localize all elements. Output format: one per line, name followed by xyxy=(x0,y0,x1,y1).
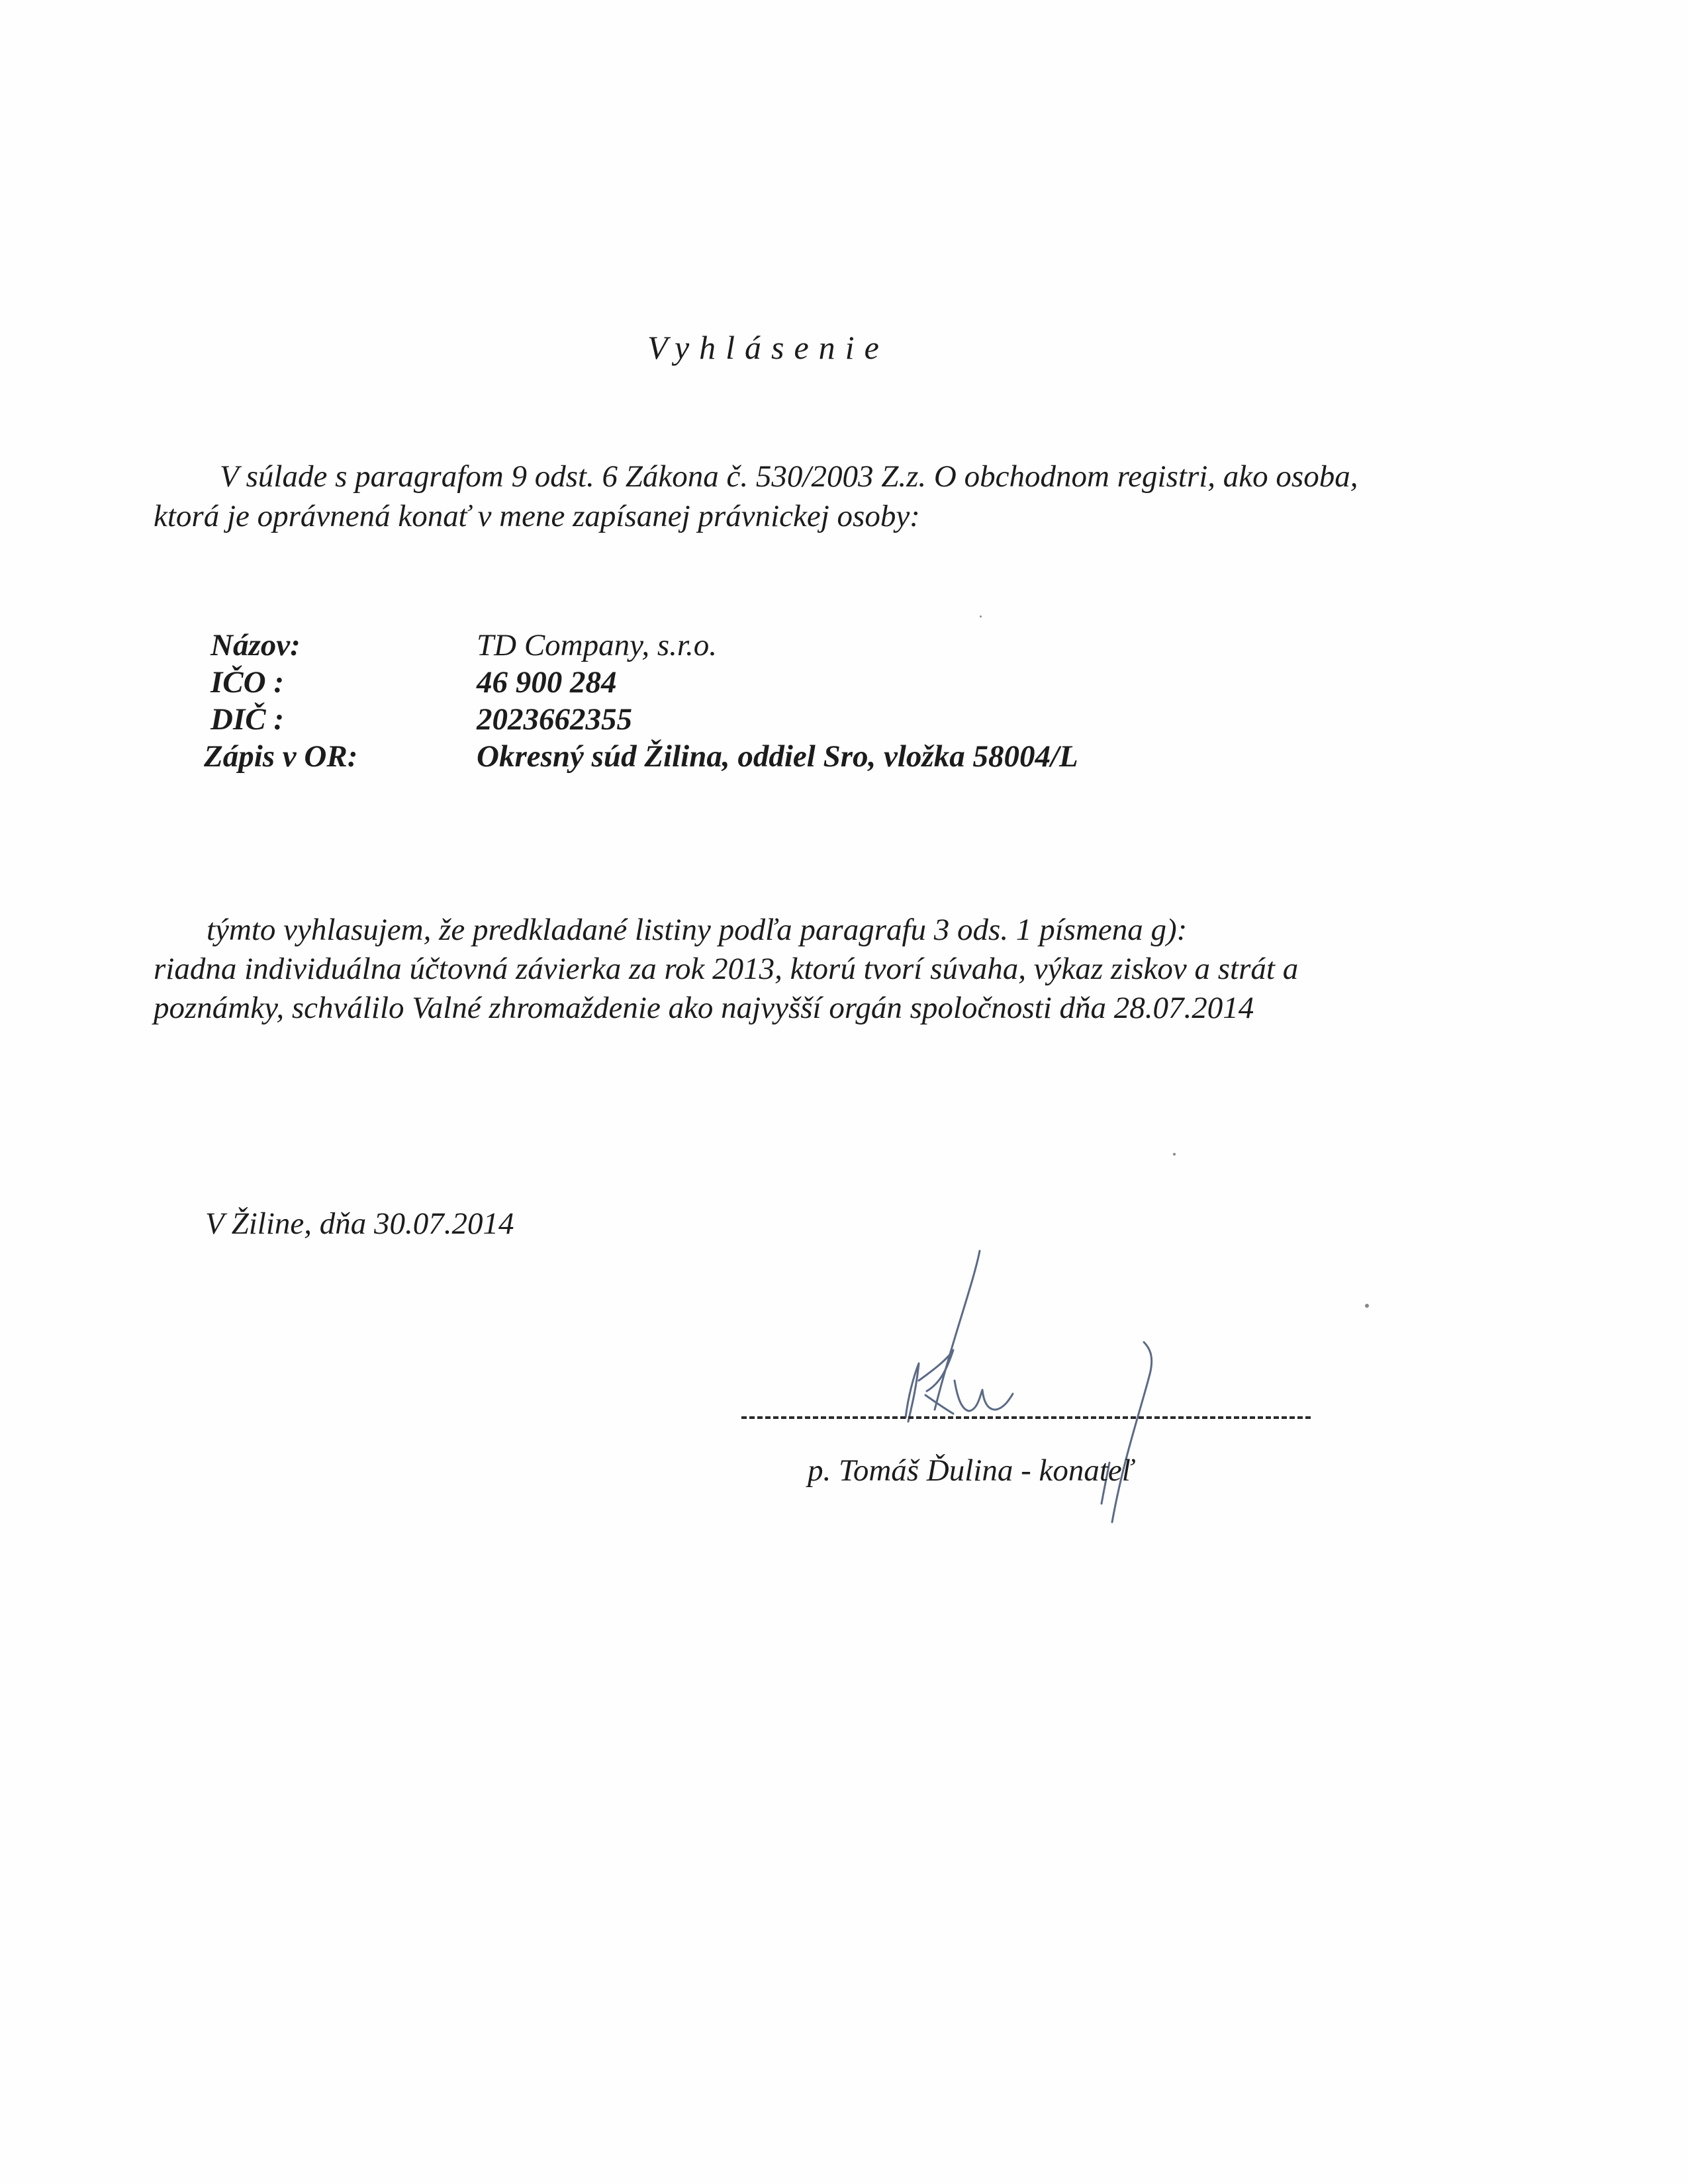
field-value-ico: 46 900 284 xyxy=(477,665,617,700)
place-date: V Žiline, dňa 30.07.2014 xyxy=(205,1206,514,1241)
intro-paragraph xyxy=(154,457,1477,536)
field-label-dic: DIČ : xyxy=(211,702,284,737)
field-label-ico: IČO : xyxy=(211,665,284,700)
scan-speck xyxy=(1173,1153,1176,1156)
intro-line-1: V súlade s paragrafom 9 odst. 6 Zákona č. 530/2003 Z.z. O obchodnom registri, ako osoba, xyxy=(220,459,1358,494)
declaration-line-1: týmto vyhlasujem, že predkladané listiny podľa paragrafu 3 ods. 1 písmena g): xyxy=(207,913,1188,947)
declaration-line-2: riadna individuálna účtovná závierka za rok 2013, ktorú tvorí súvaha, výkaz ziskov a strát a xyxy=(154,952,1299,986)
signer-name: p. Tomáš Ďulina - konateľ xyxy=(808,1453,1133,1488)
field-value-dic: 2023662355 xyxy=(477,702,632,737)
field-value-nazov: TD Company, s.r.o. xyxy=(477,628,718,662)
field-row-dic xyxy=(0,702,1688,740)
scan-speck xyxy=(980,615,982,617)
field-value-zapis: Okresný súd Žilina, oddiel Sro, vložka 58004/L xyxy=(477,739,1078,774)
field-label-zapis: Zápis v OR: xyxy=(204,739,358,774)
field-row-ico xyxy=(0,664,1688,703)
field-label-nazov: Názov: xyxy=(211,628,301,662)
signature-line xyxy=(741,1416,1311,1419)
field-row-nazov xyxy=(0,627,1688,666)
field-row-zapis xyxy=(0,739,1688,777)
scan-speck xyxy=(1365,1304,1369,1308)
document-title: Vyhlásenie xyxy=(647,329,889,366)
declaration-line-3: poznámky, schválilo Valné zhromaždenie ako najvyšší orgán spoločnosti dňa 28.07.2014 xyxy=(154,991,1254,1025)
intro-line-2: ktorá je oprávnená konať v mene zapísanej právnickej osoby: xyxy=(154,499,920,533)
declaration-paragraph xyxy=(154,911,1477,1028)
